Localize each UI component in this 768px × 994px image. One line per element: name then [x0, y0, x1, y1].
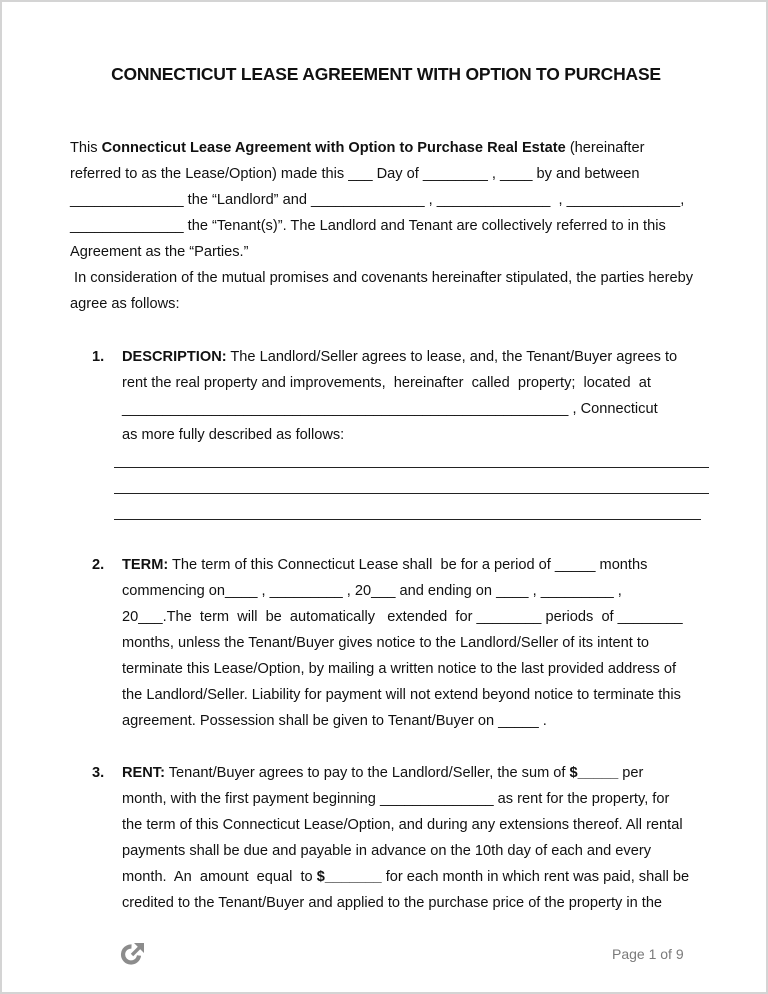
section-3-line-4: payments shall be due and payable in advance on the 10th day of each and every: [122, 843, 651, 859]
section-3-line-1: [122, 764, 643, 782]
section-2-line-4: months, unless the Tenant/Buyer gives notice to the Landlord/Seller of its intent to: [122, 635, 650, 651]
section-1-line-4: as more fully described as follows:: [122, 427, 345, 443]
section-2-line-5: terminate this Lease/Option, by mailing a written notice to the last provided address of: [122, 661, 677, 677]
section-3-line-5: [122, 868, 689, 886]
section-1-line-1: [122, 348, 677, 366]
section-text: per: [618, 765, 644, 781]
intro-line-6: In consideration of the mutual promises and covenants hereinafter stipulated, the parties hereby: [70, 270, 694, 286]
section-text: The Landlord/Seller agrees to lease, and, the Tenant/Buyer agrees to: [226, 349, 678, 365]
intro-line-3: ______________ the “Landlord” and ______________ , ______________ , ______________,: [70, 192, 685, 208]
section-text: for each month in which rent was paid, shall be: [381, 869, 690, 885]
document-title: CONNECTICUT LEASE AGREEMENT WITH OPTION TO PURCHASE: [111, 64, 661, 84]
section-3-line-3: the term of this Connecticut Lease/Option, and during any extensions thereof. All rental: [122, 817, 683, 833]
section-1-number: 1.: [92, 349, 105, 365]
page-number: Page 1 of 9: [612, 946, 684, 962]
intro-line-2: referred to as the Lease/Option) made this ___ Day of ________ , ____ by and between: [70, 166, 640, 182]
intro-line-5: Agreement as the “Parties.”: [70, 244, 249, 260]
refresh-arrow-logo-icon: [119, 940, 147, 968]
description-blank-line-1: [114, 467, 709, 468]
section-3-number: 3.: [92, 765, 105, 781]
description-blank-line-2: [114, 493, 709, 494]
section-text: month. An amount equal to: [122, 869, 317, 885]
section-2-number: 2.: [92, 557, 105, 573]
intro-line-4: ______________ the “Tenant(s)”. The Landlord and Tenant are collectively referred to in this: [70, 218, 666, 234]
section-3-line-6: credited to the Tenant/Buyer and applied to the purchase price of the property in the: [122, 895, 663, 911]
description-blank-line-3: [114, 519, 701, 520]
section-1-heading: DESCRIPTION:: [122, 349, 227, 365]
section-2-line-2: commencing on____ , _________ , 20___ and ending on ____ , _________ ,: [122, 583, 622, 599]
section-3-line-2: month, with the first payment beginning ______________ as rent for the property, for: [122, 791, 670, 807]
intro-line-1: [70, 139, 644, 157]
section-2-line-7: agreement. Possession shall be given to Tenant/Buyer on _____ .: [122, 713, 547, 729]
intro-text: This: [70, 140, 102, 156]
section-2-line-6: the Landlord/Seller. Liability for payment will not extend beyond notice to terminate this: [122, 687, 681, 703]
intro-text: (hereinafter: [565, 140, 645, 156]
credit-amount-blank: $_______: [316, 869, 382, 885]
section-3-heading: RENT:: [122, 765, 165, 781]
section-2-line-3: 20___.The term will be automatically extended for ________ periods of ________: [122, 609, 683, 625]
intro-line-7: agree as follows:: [70, 296, 180, 312]
section-text: The term of this Connecticut Lease shall be for a period of _____ months: [168, 557, 648, 573]
intro-bold-title: Connecticut Lease Agreement with Option to Purchase Real Estate: [101, 140, 566, 156]
section-1-line-3: _______________________________________________________ , Connecticut: [122, 401, 658, 417]
section-2-heading: TERM:: [122, 557, 169, 573]
section-text: Tenant/Buyer agrees to pay to the Landlord/Seller, the sum of: [164, 765, 570, 781]
section-2-line-1: [122, 556, 647, 574]
section-1-line-2: rent the real property and improvements, hereinafter called property; located at: [122, 375, 651, 391]
rent-amount-blank: $_____: [569, 765, 619, 781]
